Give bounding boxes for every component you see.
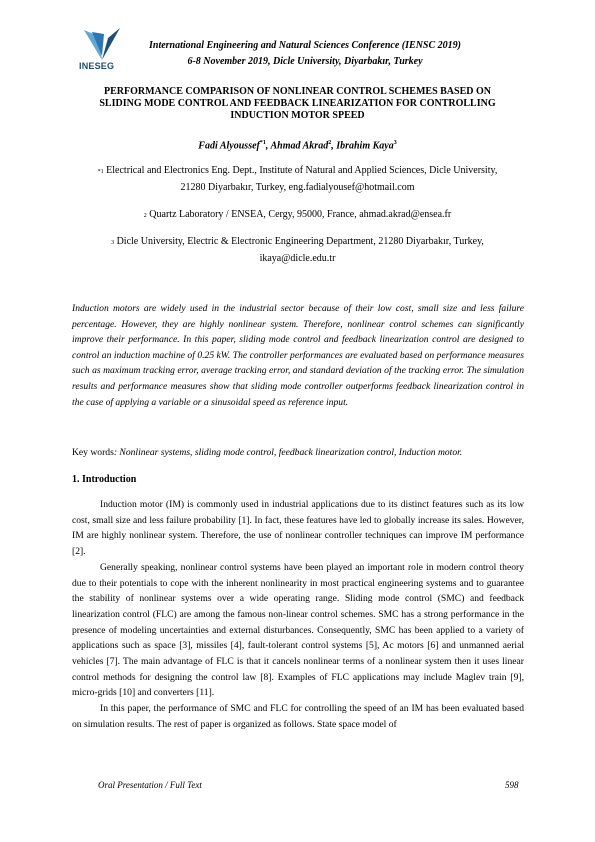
conference-date: 6-8 November 2019, Dicle University, Diyarbakır, Turkey (187, 56, 423, 67)
affiliation-3-line-1: Dicle University, Electric & Electronic Engineering Department, 21280 Diyarbakır, Turkey, (114, 236, 484, 247)
author-list (75, 140, 520, 151)
affiliation-2 (70, 207, 525, 224)
keywords (72, 447, 524, 458)
affiliation-3-line-2: ikaya@dicle.edu.tr (259, 253, 336, 264)
affiliation-2-line-1: Quartz Laboratory / ENSEA, Cergy, 95000, France, ahmad.akrad@ensea.fr (146, 209, 452, 220)
abstract: Induction motors are widely used in the industrial sector because of their low cost, small size and less failure percentage. However, they are highly nonlinear system. Therefore, nonlinear control schemes can significantly improve their performance. In this paper, sliding mode control and feedback linearization control are designed to control an induction machine of 0.25 kW. The controller performances are evaluated based on performance measures such as maximum tracking error, average tracking error, and standard deviation of the tracking error. The simulation results and performance measures show that sliding mode controller outperforms feedback linearization control in the case of applying a variable or a sinusoidal speed as reference input. (72, 303, 524, 408)
conference-name: International Engineering and Natural Sciences Conference (IENSC 2019) (149, 40, 461, 51)
title-line-2: SLIDING MODE CONTROL AND FEEDBACK LINEARIZATION FOR CONTROLLING (99, 98, 496, 109)
page-number: 598 (505, 780, 519, 790)
logo-text: INESEG (79, 61, 115, 71)
affiliation-3 (70, 234, 525, 266)
footer-presentation-type: Oral Presentation / Full Text (98, 780, 202, 790)
author-separator: , (331, 140, 337, 152)
introduction-body (72, 497, 524, 733)
title-line-3: INDUCTION MOTOR SPEED (230, 110, 365, 121)
author-mark-1: *1 (259, 140, 266, 146)
keywords-label: Key words (72, 447, 114, 458)
paragraph-3: In this paper, the performance of SMC and FLC for controlling the speed of an IM has been evaluated based on simulation results. The rest of paper is organized as follows. State space model of (72, 703, 524, 730)
paper-title (75, 86, 520, 122)
affiliation-mark-3: 3 (111, 240, 115, 246)
title-line-1: PERFORMANCE COMPARISON OF NONLINEAR CONTROL SCHEMES BASED ON (104, 86, 491, 97)
section-heading-introduction: 1. Introduction (72, 474, 137, 485)
author-mark-2: 2 (328, 140, 332, 146)
affiliation-1 (70, 163, 525, 195)
author-name-3: Ibrahim Kaya (336, 140, 394, 152)
paragraph-2: Generally speaking, nonlinear control systems have been played an important role in modern control theory due to their potentials to cope with the inherent nonlinearity in most practical engineering systems and to guarantee the stability of nonlinear systems over a wide operating range. Sliding mode control (SMC) and feedback linearization control (FLC) are among the famous non-linear control schemes. SMC has a strong performance in the presence of modeling uncertainties and external disturbances. Consequently, SMC has been applied to a variety of applications such as space [3], missiles [4], fault-tolerant control systems [5], Ac motors [6] and unmanned aerial vehicles [7]. The main advantage of FLC is that it cancels nonlinear terms of a nonlinear system then it uses linear control methods for designing the control law [8]. Examples of FLC applications may include Maglev train [9], micro-grids [10] and converters [11]. (72, 561, 524, 699)
affiliation-mark-1: *1 (97, 169, 104, 175)
author-name-1: Fadi Alyoussef (198, 140, 260, 152)
keywords-value: : Nonlinear systems, sliding mode control, feedback linearization control, Induction motor. (113, 447, 463, 458)
affiliation-1-line-1: Electrical and Electronics Eng. Dept., Institute of Natural and Applied Sciences, Dicle University, (103, 165, 498, 176)
affiliation-1-line-2: 21280 Diyarbakır, Turkey, eng.fadialyousef@hotmail.com (180, 182, 415, 193)
affiliation-mark-2: 2 (143, 213, 147, 219)
author-separator: , (265, 140, 271, 152)
paragraph-1: Induction motor (IM) is commonly used in industrial applications due to its distinct features such as its low cost, small size and less failure probability [1]. In fact, these features have led to globally increase its sales. However, IM are highly nonlinear system. Therefore, the use of nonlinear controller techniques can improve IM performance [2]. (72, 499, 524, 558)
author-name-2: Ahmad Akrad (270, 140, 329, 152)
author-mark-3: 3 (393, 140, 397, 146)
